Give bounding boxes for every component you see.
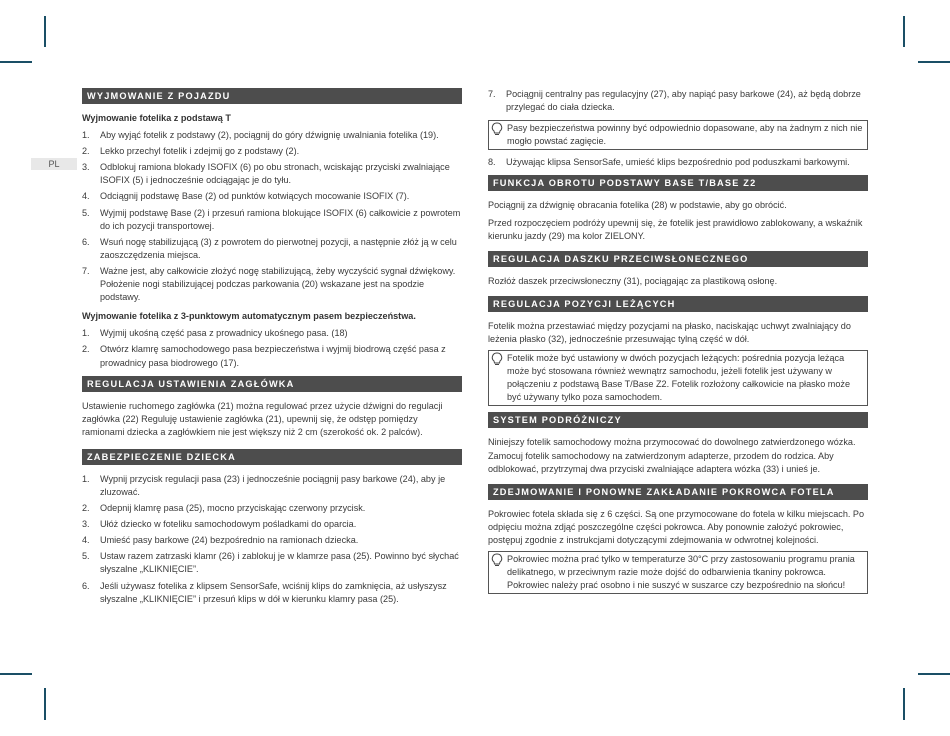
list-item [82, 502, 462, 515]
list-item [82, 236, 462, 262]
list-text: Ułóż dziecko w foteliku samochodowym pośladkami do oparcia. [100, 519, 357, 530]
list-text: Wyjmij ukośną część pasa z prowadnicy ukośnego pasa. (18) [100, 328, 348, 339]
list-text: Lekko przechyl fotelik i zdejmij go z podstawy (2). [100, 146, 300, 157]
list-item [82, 145, 462, 158]
section-header: REGULACJA DASZKU PRZECIWSŁONECZNEGO [488, 251, 868, 267]
crop-mark [44, 688, 46, 720]
paragraph: Przed rozpoczęciem podróży upewnij się, że fotelik jest prawidłowo zablokowany, a wskaźnik kierunku jazdy (29) ma kolor ZIELONY. [488, 217, 863, 241]
crop-mark [903, 16, 905, 47]
list-text: Odepnij klamrę pasa (25), mocno przyciskając czerwony przycisk. [100, 503, 366, 514]
crop-mark [0, 673, 32, 675]
lightbulb-icon [491, 122, 503, 140]
list-number: 2. [82, 503, 90, 514]
list-number: 5. [82, 207, 90, 218]
section-header: ZABEZPIECZENIE DZIECKA [82, 449, 462, 465]
numbered-list [82, 473, 462, 606]
paragraph: Niniejszy fotelik samochodowy można przymocować do dowolnego zatwierdzonego wózka. Zamocuj fotelik samochodowy na zatwierdzonym adapterze, przodem do rodzica. Aby odblokować, przytrzymaj dwa przyciski zwalniające adaptera wózka (33) i unieś je. [488, 437, 856, 474]
paragraph: Ustawienie ruchomego zagłówka (21) można regulować przez użycie dźwigni do regulacji zagłówka (22) Reguluję ustawienie zagłówka (21), upewnij się, że odstęp pomiędzy ramionami dziecka a zagłówkiem nie jest większy niż 2 cm (szerokość ok. 2 palców). [82, 400, 443, 437]
list-item [82, 534, 462, 547]
list-number: 7. [488, 89, 496, 99]
list-number: 6. [82, 580, 90, 591]
list-text: Otwórz klamrę samochodowego pasa bezpieczeństwa i wyjmij biodrową część pasa z prowadnicy pasa biodrowego (17). [100, 344, 446, 368]
right-column [488, 88, 868, 600]
list-number: 4. [82, 191, 90, 202]
crop-mark [918, 61, 950, 63]
list-item [82, 580, 462, 606]
list-item [82, 518, 462, 531]
list-number: 7. [82, 265, 90, 276]
list-item [82, 343, 462, 369]
lightbulb-icon [491, 352, 503, 370]
list-text: Odciągnij podstawę Base (2) od punktów kotwiących mocowanie ISOFIX (7). [100, 191, 410, 202]
section-header: FUNKCJA OBROTU PODSTAWY BASE T/BASE Z2 [488, 175, 868, 191]
section-header: REGULACJA POZYCJI LEŻĄCYCH [488, 296, 868, 312]
list-number: 2. [82, 146, 90, 157]
list-text: Ważne jest, aby całkowicie złożyć nogę stabilizującą, żeby wyczyścić sygnał dźwiękowy. Położenie nogi stabilizującej podczas parkowania (20) wskazane jest na spodzie podstawy. [100, 265, 456, 303]
list-item [82, 161, 462, 187]
numbered-list [488, 88, 868, 114]
list-number: 5. [82, 551, 90, 562]
list-text: Wyjmij podstawę Base (2) i przesuń ramiona blokujące ISOFIX (6) całkowicie z powrotem do ich pozycji transportowej. [100, 207, 461, 231]
note-text: Fotelik może być ustawiony w dwóch pozycjach leżących: pośrednia pozycja leżąca może być stosowana również wewnątrz samochodu, jeżeli fotelik jest używany w połączeniu z podstawą Base T/Base Z2. Fotelik rozłożony całkowicie na płasko może być używany tylko poza samochodem. [507, 353, 851, 403]
paragraph: Pociągnij za dźwignię obracania fotelika (28) w podstawie, aby go obrócić. [488, 200, 787, 211]
numbered-list [488, 156, 868, 169]
list-item [82, 327, 462, 340]
paragraph: Fotelik można przestawiać między pozycjami na płasko, naciskając uchwyt zwalniający do leżenia płasko (32), jednocześnie przesuwając tylną część w dół. [488, 320, 851, 344]
list-number: 1. [82, 473, 90, 484]
numbered-list [82, 327, 462, 369]
list-number: 3. [82, 519, 90, 530]
left-column [82, 88, 462, 612]
note-text: Pasy bezpieczeństwa powinny być odpowiednio dopasowane, aby na żadnym z nich nie mogło powstać zagięcie. [507, 123, 863, 147]
note-box [488, 350, 868, 406]
numbered-list [82, 129, 462, 304]
crop-mark [918, 673, 950, 675]
crop-mark [903, 688, 905, 720]
list-number: 6. [82, 236, 90, 247]
note-box [488, 551, 868, 594]
list-text: Odblokuj ramiona blokady ISOFIX (6) po obu stronach, wciskając przyciski zwalniające ISOFIX (5) i jednocześnie odciągając je do tyłu. [100, 162, 450, 186]
list-text: Pociągnij centralny pas regulacyjny (27), aby napiąć pasy barkowe (24), aż będą dobrze przylegać do ciała dziecka. [506, 89, 861, 113]
list-item [82, 550, 462, 576]
list-text: Wsuń nogę stabilizującą (3) z powrotem do pierwotnej pozycji, a następnie złóż ją w celu zaoszczędzenia miejsca. [100, 236, 457, 260]
list-item [82, 207, 462, 233]
list-item [82, 129, 462, 142]
list-text: Umieść pasy barkowe (24) bezpośrednio na ramionach dziecka. [100, 535, 359, 546]
list-text: Wypnij przycisk regulacji pasa (23) i jednocześnie pociągnij pasy barkowe (24), aby je zluzować. [100, 473, 446, 497]
section-header: REGULACJA USTAWIENIA ZAGŁÓWKA [82, 376, 462, 392]
list-text: Jeśli używasz fotelika z klipsem SensorSafe, wciśnij klips do zamknięcia, aż usłyszysz słyszalne „KLIKNIĘCIE” i przesuń klips w dół w kierunku klamry pasa (25). [100, 580, 447, 604]
list-item [82, 473, 462, 499]
list-number: 1. [82, 328, 90, 339]
note-box [488, 120, 868, 150]
lightbulb-icon [491, 553, 503, 571]
list-number: 8. [488, 157, 496, 168]
section-header: SYSTEM PODRÓŻNICZY [488, 412, 868, 428]
section-header: ZDEJMOWANIE I PONOWNE ZAKŁADANIE POKROWCA FOTELA [488, 484, 868, 500]
list-number: 3. [82, 162, 90, 173]
list-text: Ustaw razem zatrzaski klamr (26) i zablokuj je w klamrze pasa (25). Powinno być słychać słyszalne „KLIKNIĘCIE”. [100, 551, 459, 575]
list-number: 2. [82, 344, 90, 355]
subheading: Wyjmowanie fotelika z 3-punktowym automatycznym pasem bezpieczeństwa. [82, 311, 416, 322]
note-text: Pokrowiec można prać tylko w temperaturze 30°C przy zastosowaniu programu prania delikatnego, w przeciwnym razie może dojść do odbarwienia tkaniny pokrowca. Pokrowiec należy prać osobno i nie suszyć w suszarce czy bezpośrednio na słońcu! [507, 553, 855, 591]
language-tab: PL [31, 158, 77, 170]
crop-mark [0, 61, 32, 63]
list-item [82, 265, 462, 304]
crop-mark [44, 16, 46, 47]
list-item [488, 156, 868, 169]
paragraph: Pokrowiec fotela składa się z 6 części. Są one przymocowane do fotela w kilku miejscach. Po odpięciu można zdjąć poszczególne części pokrowca. Aby ponownie założyć pokrowiec, postępuj zgodnie z instrukcjami dotyczącymi zdejmowania w odwrotnej kolejności. [488, 508, 865, 545]
list-item [488, 88, 868, 114]
paragraph: Rozłóż daszek przeciwsłoneczny (31), pociągając za plastikową osłonę. [488, 275, 778, 286]
list-number: 1. [82, 130, 90, 141]
subheading: Wyjmowanie fotelika z podstawą T [82, 113, 231, 123]
list-item [82, 190, 462, 203]
list-number: 4. [82, 535, 90, 546]
list-text: Używając klipsa SensorSafe, umieść klips bezpośrednio pod poduszkami barkowymi. [506, 157, 850, 168]
section-header: WYJMOWANIE Z POJAZDU [82, 88, 462, 104]
list-text: Aby wyjąć fotelik z podstawy (2), pociągnij do góry dźwignię uwalniania fotelika (19). [100, 130, 439, 141]
